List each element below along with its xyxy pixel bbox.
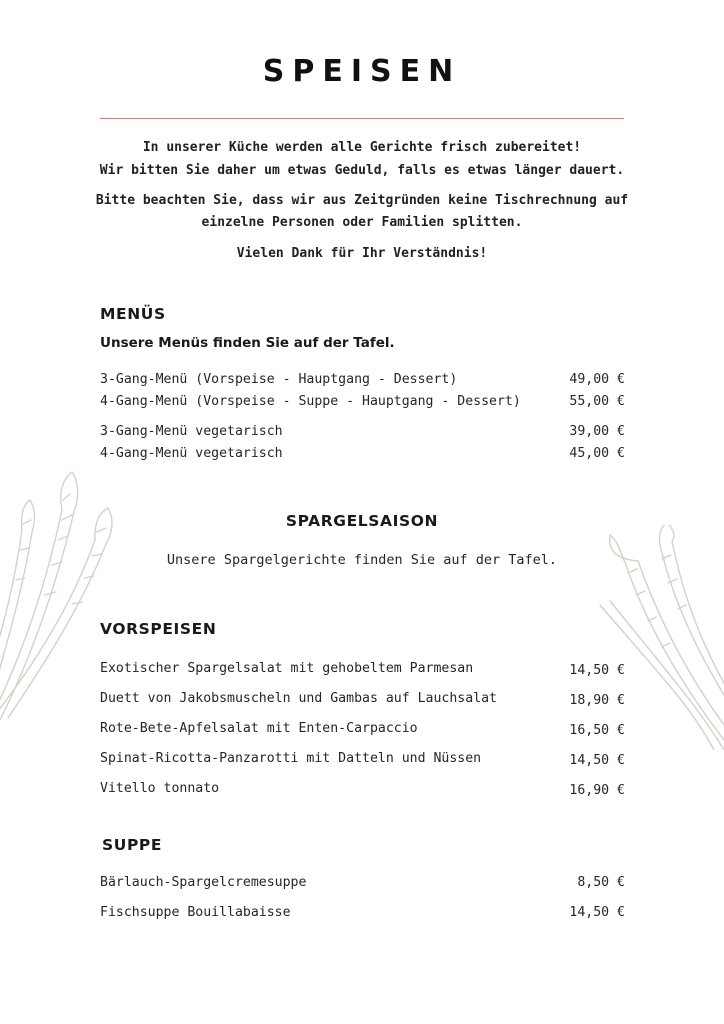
menu-item [100,422,625,442]
vorspeise-item-name: Spinat-Ricotta-Panzarotti mit Datteln und Nüssen [100,751,482,766]
title-divider [100,118,624,119]
menu-item [100,444,625,464]
suppe-item-name: Fischsuppe Bouillabaisse [100,905,291,920]
vorspeise-item-price: 16,50 € [569,723,625,738]
menu-item-name: 3-Gang-Menü (Vorspeise - Hauptgang - Dessert) [100,372,458,387]
asparagus-left-icon [0,470,130,720]
intro-line-2: Wir bitten Sie daher um etwas Geduld, falls es etwas länger dauert. [99,163,625,178]
vorspeise-item-name: Duett von Jakobsmuscheln und Gambas auf Lauchsalat [100,691,497,706]
vorspeise-item-name: Exotischer Spargelsalat mit gehobeltem Parmesan [100,661,474,676]
intro-line-5: Vielen Dank für Ihr Verständnis! [236,246,488,261]
vorspeise-item [100,779,625,799]
spargel-note: Unsere Spargelgerichte finden Sie auf der Tafel. [166,552,558,568]
vorspeisen-heading: VORSPEISEN [100,620,217,638]
menu-item-name: 4-Gang-Menü (Vorspeise - Suppe - Hauptgang - Dessert) [100,394,521,409]
menus-subheading: Unsere Menüs finden Sie auf der Tafel. [100,335,395,351]
menu-item-name: 4-Gang-Menü vegetarisch [100,446,283,461]
vorspeise-item-price: 18,90 € [569,693,625,708]
menus-heading: MENÜS [100,305,166,323]
suppe-heading: SUPPE [102,836,163,854]
menu-item-price: 49,00 € [569,372,625,387]
menu-item [100,392,625,412]
vorspeise-item-price: 14,50 € [569,753,625,768]
suppe-item [100,873,625,893]
page-title: SPEISEN [262,54,462,89]
menu-item-price: 55,00 € [569,394,625,409]
suppe-item-price: 8,50 € [577,875,625,890]
vorspeise-item-price: 14,50 € [569,663,625,678]
suppe-item-name: Bärlauch-Spargelcremesuppe [100,875,307,890]
intro-line-4: einzelne Personen oder Familien splitten. [201,215,523,230]
suppe-item-price: 14,50 € [569,905,625,920]
menu-item-name: 3-Gang-Menü vegetarisch [100,424,283,439]
menu-item-price: 39,00 € [569,424,625,439]
vorspeise-item-name: Rote-Bete-Apfelsalat mit Enten-Carpaccio [100,721,418,736]
menu-item-price: 45,00 € [569,446,625,461]
intro-line-1: In unserer Küche werden alle Gerichte frisch zubereitet! [142,140,582,155]
vorspeise-item [100,719,625,739]
spargel-heading: SPARGELSAISON [285,512,439,530]
vorspeise-item [100,689,625,709]
suppe-item [100,903,625,923]
intro-line-3: Bitte beachten Sie, dass wir aus Zeitgründen keine Tischrechnung auf [95,193,629,208]
vorspeise-item-price: 16,90 € [569,783,625,798]
vorspeise-item-name: Vitello tonnato [100,781,220,796]
vorspeise-item [100,659,625,679]
menu-item [100,370,625,390]
vorspeise-item [100,749,625,769]
